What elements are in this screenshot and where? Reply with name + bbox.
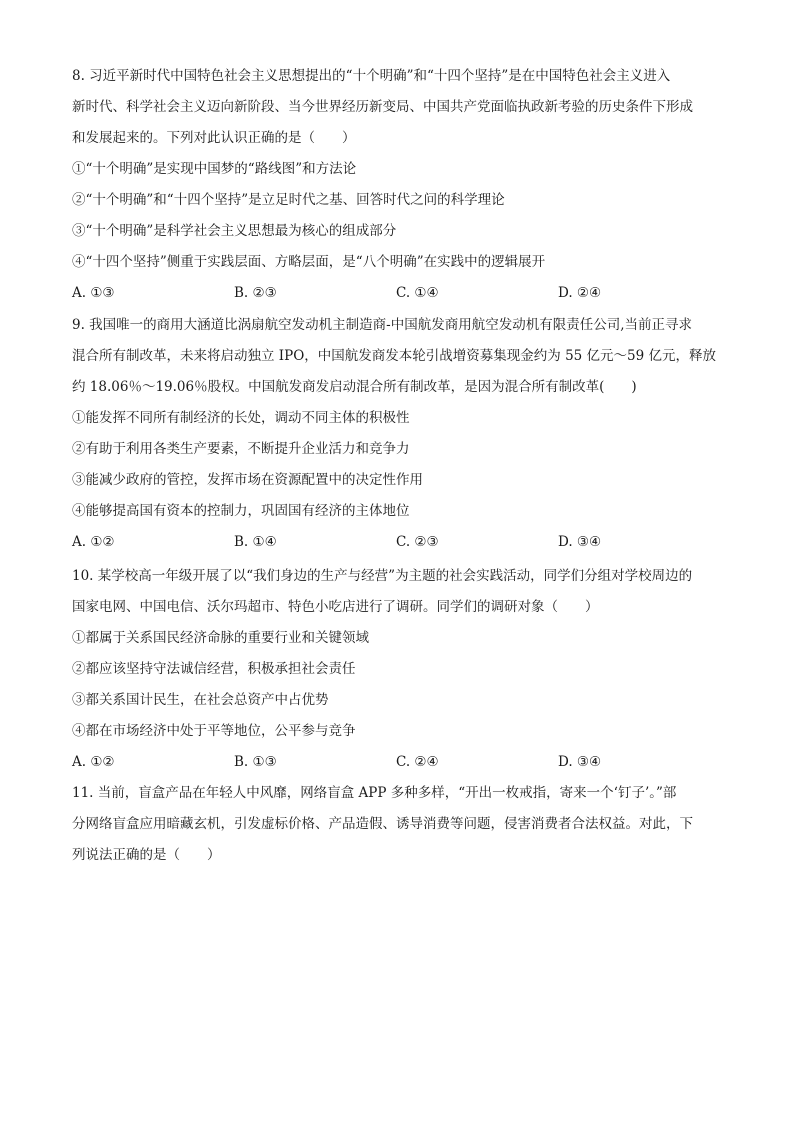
statement-2: ②有助于利用各类生产要素，不断提升企业活力和竞争力: [72, 441, 410, 457]
question-stem-line: 国家电网、中国电信、沃尔玛超市、特色小吃店进行了调研。同学们的调研对象（ ）: [72, 599, 599, 615]
statement-1: ①能发挥不同所有制经济的长处，调动不同主体的积极性: [72, 410, 410, 426]
statement-3: ③能减少政府的管控，发挥市场在资源配置中的决定性作用: [72, 472, 423, 488]
question-stem-line: 11. 当前，盲盒产品在年轻人中风靡，网络盲盒 APP 多种多样，“开出一枚戒指，寄来一个‘钉子’。”部: [72, 785, 677, 801]
statement-2: ②“十个明确”和“十四个坚持”是立足时代之基、回答时代之问的科学理论: [72, 192, 505, 208]
answer-choices: [72, 527, 724, 558]
choice-b: B. ①④: [234, 534, 277, 550]
statement-4: ④能够提高国有资本的控制力，巩固国有经济的主体地位: [72, 503, 410, 519]
statement-3: ③“十个明确”是科学社会主义思想最为核心的组成部分: [72, 223, 397, 239]
choice-b: B. ②③: [234, 285, 277, 301]
statement-1: ①都属于关系国民经济命脉的重要行业和关键领域: [72, 630, 369, 646]
choice-b: B. ①③: [234, 754, 277, 770]
question-9: [72, 310, 724, 558]
statement-3: ③都关系国计民生，在社会总资产中占优势: [72, 692, 329, 708]
statement-4: ④“十四个坚持”侧重于实践层面、方略层面，是“八个明确”在实践中的逻辑展开: [72, 254, 546, 270]
question-11: [72, 778, 724, 871]
question-stem-line: 9. 我国唯一的商用大涵道比涡扇航空发动机主制造商-中国航发商用航空发动机有限责任公司,当前正寻求: [72, 317, 693, 333]
statement-4: ④都在市场经济中处于平等地位，公平参与竞争: [72, 723, 356, 739]
statement-1: ①“十个明确”是实现中国梦的“路线图”和方法论: [72, 161, 357, 177]
question-stem-line: 新时代、科学社会主义迈向新阶段、当今世界经历新变局、中国共产党面临执政新考验的历史条件下形成: [72, 99, 693, 115]
question-stem-line: 10. 某学校高一年级开展了以“我们身边的生产与经营”为主题的社会实践活动，同学们分组对学校周边的: [72, 568, 693, 584]
choice-c: C. ②③: [396, 534, 439, 550]
statement-2: ②都应该坚持守法诚信经营，积极承担社会责任: [72, 661, 356, 677]
question-8: [72, 61, 724, 309]
question-stem-line: 和发展起来的。下列对此认识正确的是（ ）: [72, 130, 356, 146]
question-10: [72, 561, 724, 778]
choice-a: A. ①③: [72, 285, 115, 301]
choice-d: D. ③④: [558, 534, 602, 550]
question-stem-line: 混合所有制改革，未来将启动独立 IPO，中国航发商发本轮引战增资募集现金约为 55 亿元～59 亿元，释放: [72, 348, 717, 364]
question-stem-line: 8. 习近平新时代中国特色社会主义思想提出的“十个明确”和“十四个坚持”是在中国特色社会主义进入: [72, 68, 671, 84]
choice-d: D. ③④: [558, 754, 602, 770]
question-stem-line: 列说法正确的是（ ）: [72, 847, 221, 863]
choice-d: D. ②④: [558, 285, 602, 301]
choice-c: C. ②④: [396, 754, 439, 770]
answer-choices: [72, 278, 724, 309]
question-stem-line: 约 18.06％～19.06％股权。中国航发商发启动混合所有制改革，是因为混合所有制改革( ): [72, 379, 637, 395]
choice-c: C. ①④: [396, 285, 439, 301]
answer-choices: [72, 747, 724, 778]
choice-a: A. ①②: [72, 534, 115, 550]
question-stem-line: 分网络盲盒应用暗藏玄机，引发虚标价格、产品造假、诱导消费等问题，侵害消费者合法权益。对此，下: [72, 816, 693, 832]
choice-a: A. ①②: [72, 754, 115, 770]
